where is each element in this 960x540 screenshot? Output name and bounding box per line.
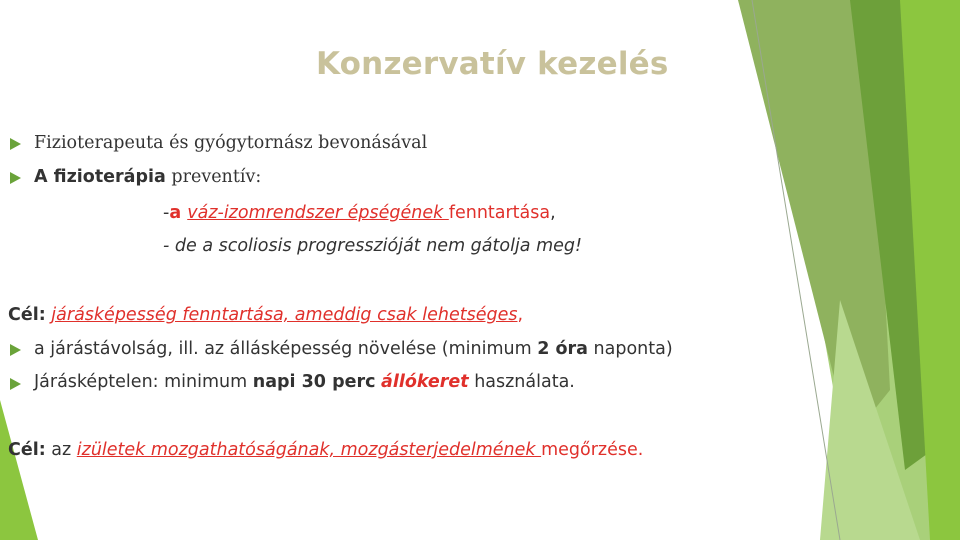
triangle-bullet-icon	[10, 172, 21, 184]
triangle-bullet-icon	[10, 344, 21, 356]
preventive-text: preventív:	[165, 167, 262, 187]
bullet-physiotherapy-preventive	[34, 167, 261, 187]
goal-label: Cél:	[8, 440, 46, 460]
physiotherapy-bold: A fizioterápia	[34, 167, 166, 187]
bullet-non-ambulatory	[34, 372, 575, 392]
walking-distance-text: a járástávolság, ill. az állásképesség növelése (minimum	[34, 339, 538, 359]
bullet-physiotherapist	[34, 133, 427, 153]
triangle-bullet-icon	[10, 378, 21, 390]
two-hours-bold: 2 óra	[537, 339, 588, 359]
thirty-minutes-bold: napi 30 perc	[252, 372, 376, 392]
triangle-bullet-icon	[10, 138, 21, 150]
musculoskeletal-link-text: váz-izomrendszer épségének	[187, 203, 449, 223]
decor-left-corner	[0, 400, 38, 540]
standing-frame-text: állókeret	[381, 372, 469, 392]
goal-mid-text: az	[45, 440, 77, 460]
daily-text: naponta)	[587, 339, 673, 359]
bullet-walking-distance	[34, 339, 673, 359]
sub-line-a: a	[169, 203, 188, 223]
dash-prefix: -	[163, 203, 170, 223]
goal-label: Cél:	[8, 305, 46, 325]
non-ambulatory-text: Járásképtelen: minimum	[34, 372, 253, 392]
sub-line-scoliosis	[163, 236, 582, 256]
comma: ,	[550, 203, 556, 223]
goal-joint-mobility	[8, 440, 643, 460]
walking-ability-link-text: járásképesség fenntartása, ameddig csak lehetséges	[51, 305, 518, 325]
bullet-physiotherapist-text: Fizioterapeuta és gyógytornász bevonásával	[34, 133, 428, 153]
usage-text: használata.	[468, 372, 575, 392]
scoliosis-text: - de a scoliosis progresszióját nem gátolja meg!	[163, 236, 583, 256]
maintenance-text: fenntartása	[448, 203, 551, 223]
goal-walking	[8, 305, 523, 325]
sub-line-musculoskeletal	[163, 203, 556, 223]
joint-mobility-link-text: izületek mozgathatóságának, mozgásterjedelmének	[76, 440, 542, 460]
preservation-text: megőrzése.	[541, 440, 644, 460]
slide-title: Konzervatív kezelés	[316, 46, 669, 82]
comma: ,	[517, 305, 524, 325]
